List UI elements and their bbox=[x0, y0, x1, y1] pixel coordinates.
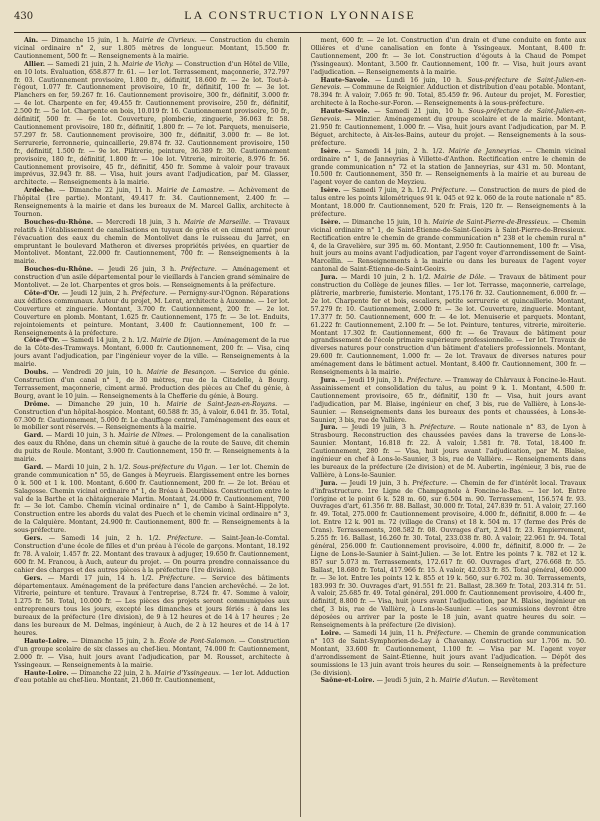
entry-date: — Jeudi 5 juin, 2 h. bbox=[376, 677, 438, 685]
entry-date: — Dimanche 29 juin, 10 h. bbox=[55, 400, 161, 408]
entry-date: — Samedi 21 juin, 10 h. bbox=[374, 108, 464, 116]
entry-text: — Route nationale n° 83, de Lyon à Strasbourg. Reconstruction des chaussées pavées dans la traverse de Lons-le-Saunier. Montant, 16.818 fr. 22. À valoir, 1.581 fr. 78. Total, 18.400 fr. Cautionnement, 280 fr. — Visa, huit jours avant l'adjudication, par M. Blaise, ingénieur en chef à Lons-le-Saunier, 3 bis, rue de Vallière. — Renseignements dans les bureaux de la préfecture (2e division) et de M. Aubertin, ingénieur, 3 bis, rue de Vallière, à Lons-le-Saunier. bbox=[310, 424, 586, 479]
department-name: Gers. bbox=[24, 574, 43, 582]
entry-text: — Chemin de grande communication n° 103 de Saint-Symphorien-de-Lay à Chavanay. Construction sur 1.706 m. 50. Montant, 33.600 fr. Cautionnement, 1.100 fr. — Visa par M. l'agent voyer d'arrondissement de Saint-Étienne, huit jours avant l'adjudication. — Dépôt des soumissions le 13 juin avant trois heures du soir. — Renseignements à la préfecture (3e division). bbox=[310, 629, 586, 677]
tender-entry bbox=[14, 535, 290, 575]
entry-office: Préfecture. bbox=[426, 629, 463, 637]
department-name: Drôme. bbox=[24, 400, 50, 408]
entry-date: — Jeudi 12 juin, 2 h. bbox=[61, 290, 130, 297]
entry-date: — Samedi 14 juin, 2 h. 1/2. bbox=[344, 147, 445, 155]
entry-text: — Construction d'un Hôtel de Ville, en 10 lots. Évaluation, 658.877 fr. 61. — 1er lot. Terrassement, maçonnerie, 372.797 fr. 03. Cautionnement provisoire, 1.800 fr., définitif, 18.600 fr. — 2e lot. Tout-à-l'égout, 1.077 fr. Cautionnement provisoire, 10 fr., définitif, 100 fr. — 3e lot. Planchers en fer, 59.267 fr. 16. Cautionnement provisoire, 300 fr., définitif, 3.000 fr. — 4e lot. Charpente en fer, 49.455 fr. Cautionnement provisoire, 250 fr., définitif, 2.500 fr. — 5e lot. Charpente en bois, 10.019 fr. 16. Cautionnement provisoire, 50 fr., définitif, 500 fr. — 6e lot. Couverture, plomberie, zinguerie, 36.063 fr. 58. Cautionnement provisoire, 180 fr., définitif, 1.800 fr. — 7e lot. Parquets, menuiserie, 57.297 fr. 58. Cautionnement provisoire, 300 fr., définitif, 3.000 fr. — 8e lot. Serrurerie, ferronnerie, quincaillerie, 29.874 fr. 32. Cautionnement provisoire, 150 fr., définitif, 1.500 fr. — 9e lot. Plâtrerie, peinture, 36.389 fr. 30. Cautionnement provisoire, 180 fr., définitif, 1.800 fr. — 10e lot. Vitrerie, miroiterie, 8.976 fr. 56. Cautionnement provisoire, 45 fr., définitif, 450 fr. Somme à valoir pour travaux imprévus, 32.943 fr. 88. — Visa, huit jours avant l'adjudication, par M. Glasser, architecte. — Renseignements à la mairie. bbox=[14, 60, 290, 187]
tender-entry bbox=[14, 337, 290, 369]
tender-entry bbox=[311, 480, 587, 630]
entry-office: École de Pont-Salomon. bbox=[158, 637, 237, 645]
entry-date: — Samedi 14 juin, 2 h. 1/2. bbox=[48, 535, 161, 543]
entry-text: — Construction de murs de pied de talus entre les points kilométriques 91 k. 045 et 92 k. 060 de la route nationale n° 85. Montant, 18.000 fr. Cautionnement, 520 fr. Frais, 120 fr. — Renseignements à la préfecture. bbox=[310, 187, 586, 218]
entry-office: Mairie de Saint-Pierre-de-Bressieux. bbox=[432, 218, 551, 226]
department-name: Haute-Savoie. bbox=[320, 108, 370, 116]
department-name: Saône-et-Loire. bbox=[320, 677, 375, 685]
tender-entry bbox=[311, 148, 587, 188]
tender-entry bbox=[14, 670, 290, 686]
page-header bbox=[14, 8, 586, 30]
entry-office: Mairie d'Autun. bbox=[439, 677, 490, 685]
entry-text: — Commune de Reignier. Adduction et distribution d'eau potable. Montant, 78.394 fr. À valoir, 7.065 fr. 90. Total, 85.459 fr. 96. Auteur du projet, M. Forestier, architecte à la Roche-sur-Foron. — Renseignements à la sous-préfecture. bbox=[310, 84, 586, 108]
department-name: Jura. bbox=[320, 424, 338, 432]
entry-text: — Minzier. Aménagement du groupe scolaire et de la mairie. Montant, 21.950 fr. Cautionnement, 1.000 fr. — Visa, huit jours avant l'adjudication, par M. P. Béguet, architecte, à Aix-les-Bains, auteur du projet. — Renseignements à la sous-préfecture. bbox=[310, 116, 586, 147]
entry-date: — Mardi 10 juin, 2 h. 1/2. bbox=[45, 463, 131, 471]
tender-entry bbox=[14, 401, 290, 433]
entry-date: — Jeudi 19 juin, 3 h. bbox=[341, 424, 416, 432]
department-name: Haute-Loire. bbox=[24, 669, 69, 677]
department-name: Bouches-du-Rhône. bbox=[24, 218, 94, 226]
department-name: Côte-d'Or. bbox=[24, 337, 60, 345]
entry-date: — Jeudi 26 juin, 3 h. bbox=[97, 266, 177, 274]
department-name: Gard. bbox=[24, 463, 44, 471]
entry-office: Préfecture. bbox=[419, 424, 456, 432]
entry-office: Mairie de Nîmes. bbox=[118, 432, 175, 440]
entry-text: — Achèvement de l'hôpital (1re partie). Montant, 49.417 fr. 34. Cautionnement, 2.400 fr. — Renseignements à la mairie et dans les bureaux de M. Marcel Gallix, architecte à Tournon. bbox=[14, 187, 290, 218]
entry-office: Sous-préfecture de Saint-Julien-en-Genevois. bbox=[310, 76, 586, 92]
department-name: Jura. bbox=[320, 479, 338, 487]
department-name: Isère. bbox=[320, 187, 341, 195]
entry-text: — Pernigny-sur-l'Ognon. Réparations aux édifices communaux. Auteur du projet, M. Lerat, architecte à Auxonne. — 1er lot. Couverture et zinguerie. Montant, 3.700 fr. Cautionnement, 200 fr. — 2e lot. Couverture en plomb. Montant, 1.625 fr. Cautionnement, 175 fr. — 3e lot. Enduits, rejointoiements et peinture. Montant, 3.400 fr. Cautionnement, 100 fr. — Renseignements à la préfecture. bbox=[14, 290, 290, 337]
entry-office: Mairie de Saint-Jean-en-Royans. bbox=[166, 400, 278, 408]
entry-date: — Dimanche 22 juin, 11 h. bbox=[59, 187, 153, 195]
department-name: Ardèche. bbox=[24, 187, 56, 195]
tender-entry bbox=[311, 424, 587, 479]
columns bbox=[14, 37, 586, 817]
tender-entry bbox=[311, 219, 587, 274]
entry-text: — Construction du chemin vicinal ordinaire n° 2, sur 1.805 mètres de longueur. Montant, 15.500 fr. Cautionnement, 500 fr. — Renseignements à la mairie. bbox=[14, 37, 290, 60]
right-column bbox=[311, 37, 587, 817]
entry-text: — Chemin vicinal ordinaire n° 1, de Janneyrias à Villette-d'Anthon. Rectification entre le chemin de grande communication n° 72 et la station de Janneyrias, sur 431 m. 50. Montant, 10.500 fr. Cautionnement, 350 fr. — Renseignements à la mairie et au bureau de l'agent voyer de canton de Meyzieu. bbox=[310, 147, 586, 187]
entry-office: Mairie de Vichy. bbox=[122, 60, 174, 68]
entry-text: — Revêtement bbox=[491, 677, 539, 685]
tender-entry bbox=[311, 630, 587, 677]
entry-text: — Service des bâtiments départementaux. Aménagement de la préfecture dans l'ancien archevêché. — 2e lot. Vitrerie, peinture et tenture. Travaux à l'entreprise, 8.724 fr. 47. Somme à valoir, 1.275 fr. 58. Total, 10.000 fr. — Les pièces des projets seront communiquées aux entrepreneurs tous les jours, excepté les dimanches et jours fériés : à dans les bureaux de la préfecture (1re division), de 9 à 12 heures et de 14 à 17 heures ; 2e dans les bureaux de M. Delmas, ingénieur, à Auch, de 2 à 12 heures et de 14 à 17 heures. bbox=[14, 574, 290, 637]
department-name: Isère. bbox=[320, 147, 341, 155]
entry-text: ment, 600 fr. — 2e lot. Construction d'un drain et d'une conduite en fonte aux Olliéres et d'une canalisation en fonte à Yssingeaux. Montant, 8.400 fr. Cautionnement, 200 fr. — 3e lot. Construction d'égouts à la Chaud de Pompet (Yssingeaux). Montant, 3.500 fr. Cautionnement, 100 fr. — Visa, huit jours avant l'adjudication. — Renseignements à la mairie. bbox=[310, 37, 586, 76]
entry-office: Mairie d'Yssingeaux. bbox=[154, 669, 221, 677]
entry-office: Préfecture. bbox=[406, 376, 443, 384]
tender-entry bbox=[14, 575, 290, 638]
department-name: Jura. bbox=[320, 274, 338, 282]
tender-entry bbox=[14, 187, 290, 219]
entry-date: — Samedi 21 juin, 2 h. bbox=[47, 60, 120, 68]
entry-text: — Chemin de fer d'intérêt local. Travaux d'infrastructure. 1re Ligne de Champagnole à Foncine-le-Bas. — 1er lot. Entre l'origine et le point 6 k. 528 m. 60, sur 6.504 m. 90. Terrassement, 156.574 fr. 93. Ouvrages d'art, 61.356 fr. 88. Ballast, 30.000 fr. Total, 247.839 fr. 51. À valoir, 27.160 fr. 49. Total, 275.000 fr. Cautionnement provisoire, 4.000 fr., définitif, 8.000 fr. — 4e lot. Entre 12 k. 901 m. 72 (village de Crans) et 18 k. 504 m. 17 (ferme des Prés de Crans). Terrassements, 208.582 fr. 08. Ouvrages d'art, 2.941 fr. 23. Empierrement, 5.255 fr. 16. Ballast, 16.260 fr. 30. Total, 233.038 fr. 80. À valoir, 22.961 fr. 94. Total général, 256.000 fr. Cautionnement provisoire, 4.000 fr., définitif, 8.000 fr. — 2e Ligne de Lons-le-Saunier à Saint-Julien. — 3e lot. Entre les points 7 k. 782 et 12 k. 857 sur 5.073 m. Terrassements, 172.617 fr. 60. Ouvrages d'art, 276.668 fr. 55. Ballast, 18.680 fr. Total, 417.966 fr. 15. À valoir, 42.033 fr. 85. Total général, 460.000 fr. — 3e lot. Entre les points 12 k. 855 et 19 k. 560, sur 6.702 m. 30. Terrassements, 183.993 fr. 30. Ouvrages d'art, 91.551 fr. 21. Ballast, 28.369 fr. Total, 203.314 fr. 51. À valoir, 25.685 fr. 49. Total général, 291.000 fr. Cautionnement provisoire, 4.400 fr., définitif, 8.800 fr. — Visa, huit jours avant l'adjudication, par M. Blaise, ingénieur en chef, 3 bis, rue de Vallière, à Lons-le-Saunier. — Les soumissions devront être déposées ou arriver par la poste le 18 juin, avant quatre heures du soir. — Renseignements à la préfecture (2e division). bbox=[310, 479, 586, 630]
entry-text: — Service du génie. Construction d'un canal n° 1, de 30 mètres, rue de la Citadelle, à Bourg. Terrassement, maçonnerie, ciment armé. Production des pièces au Chef du génie, à Bourg, avant le 10 juin. — Renseignements à la Chefferie du génie, à Bourg. bbox=[14, 369, 290, 400]
column-divider bbox=[300, 37, 301, 817]
entry-office: Préfecture. bbox=[412, 479, 449, 487]
entry-date: — Vendredi 20 juin, 10 h. bbox=[52, 369, 143, 377]
tender-entry bbox=[14, 432, 290, 464]
department-name: Haute-Loire. bbox=[24, 637, 69, 645]
entry-text: — Travaux relatifs à l'établissement de canalisations en tuyaux de grès et en ciment armé pour l'évacuation des eaux du chemin de Montolivet dans le ruisseau du Jarret, en empruntant le boulevard Matheron et diverses propriétés privées, en quartier de Montolivet. Montant, 22.000 fr. Cautionnement, 700 fr. — Renseignements à la mairie. bbox=[14, 218, 290, 266]
entry-text: — Construction d'un hôpital-hospice. Montant, 60.588 fr. 35, à valoir, 6.041 fr. 35. Total, 67.300 fr. Cautionnement, 5.000 fr. Le chauffage central, l'aménagement des eaux et le mobilier sont réservés. — Renseignements à la mairie. bbox=[14, 400, 290, 432]
entry-text: — 1er lot. Chemin de grande communication n° 55, de Ganges à Meyrueis. Élargissement entre les bornes 0 k. 500 et 1 k. 100. Montant, 6.600 fr. Cautionnement, 200 fr. — 2e lot. Bréau et Salagosse. Chemin vicinal ordinaire n° 1, de Bréau à Douribias. Construction entre le val de la Barthe et la châtaigneraie Martin. Montant, 24.000 fr. Cautionnement, 700 fr. — 3e lot. Cambo. Chemin vicinal ordinaire n° 1, de Cambo à Saint-Hippolyte. Construction entre les abords du valat des Puech et le chemin vicinal ordinaire n° 3, de la Calquière. Montant, 24.900 fr. Cautionnement, 800 fr. — Renseignements à la sous-préfecture. bbox=[14, 463, 290, 535]
entry-office: Mairie de Marseille. bbox=[183, 218, 251, 226]
entry-text: — Aménagement de la rue de la Côte-des-Tramways. Montant, 6.000 fr. Cautionnement, 200 fr. — Visa, cinq jours avant l'adjudication, par l'ingénieur voyer de la ville. — Renseignements à la mairie. bbox=[14, 337, 290, 369]
entry-date: — Dimanche 22 juin, 2 h. bbox=[70, 669, 153, 677]
page-number: 430 bbox=[14, 11, 34, 22]
entry-office: Préfecture. bbox=[131, 290, 168, 297]
entry-office: Mairie de Besançon. bbox=[146, 369, 217, 377]
entry-text: — Prolongement de la canalisation des eaux du Rhône, dans un chemin situé à gauche de la route de Sauve, dit chemin du puits de Roule. Montant, 3.900 fr. Cautionnement, 150 fr. — Renseignements à la mairie. bbox=[14, 432, 290, 464]
running-title: LA CONSTRUCTION LYONNAISE bbox=[184, 8, 416, 22]
entry-office: Mairie de Dijon. bbox=[150, 337, 203, 345]
tender-entry bbox=[14, 290, 290, 337]
entry-date: — Dimanche 15 juin, 10 h. bbox=[343, 218, 431, 226]
entry-text: — 1er lot. Adduction d'eau potable au chef-lieu. Montant, 21.060 fr. Cautionnement, bbox=[14, 669, 290, 685]
entry-text: — Travaux de bâtiment pour construction du Collège de jeunes filles. — 1er lot. Terrasse, maçonnerie, carrelage, plâtrerie, marbrerie, fumisterie. Montant, 175.176 fr. 32. Cautionnement, 6.000 fr. — 2e lot. Charpente fer et bois, escaliers, petite serrurerie et quincaillerie. Montant, 57.279 fr. 10. Cautionnement, 2.000 fr. — 3e lot. Couverture, zinguerie. Montant, 17.377 fr. 50. Cautionnement, 600 fr. — 4e lot. Menuiserie et parquets. Montant, 61.222 fr. Cautionnement, 2.100 fr. — 5e lot. Peinture, tentures, vitrerie, miroiterie. Montant 17.302 fr. Cautionnement, 600 fr. — 6e Travaux de bâtiment pour agrandissement de l'école primaire supérieure professionnelle. — 1er lot. Travaux de diverses natures pour construction d'un bâtiment d'ateliers professionnels. Montant, 29.600 fr. Cautionnement, 1.000 fr. — 2e lot. Travaux de diverses natures pour aménagement dans le bâtiment actuel. Montant, 8.400 fr. Cautionnement, 300 fr. — Renseignements à la mairie. bbox=[310, 274, 586, 377]
header-rule bbox=[14, 32, 586, 33]
entry-text: — Aménagement et construction d'un asile départemental pour le vieillards à l'ancien grand séminaire de Montolivet. — 2e lot. Charpentes et gros bois. — Renseignements à la préfecture. bbox=[14, 266, 290, 290]
entry-date: — Samedi 14 juin, 11 h. bbox=[343, 629, 424, 637]
tender-entry bbox=[14, 61, 290, 188]
tender-entry bbox=[14, 369, 290, 401]
entry-office: Mairie de Janneyrias. bbox=[448, 147, 522, 155]
entry-date: — Dimanche 15 juin, 2 h. bbox=[71, 637, 157, 645]
department-name: Haute-Savoie. bbox=[320, 76, 370, 84]
entry-date: — Dimanche 15 juin, 1 h. bbox=[41, 37, 130, 44]
entry-text: — Tramway de Chârvaux à Foncine-le-Haut. Assainissement et consolidation du talus, au point 9 k. 1. Montant, 4.500 fr. Cautionnement provisoire, 65 fr., définitif, 130 fr. — Visa, huit jours avant l'adjudication, par M. Blaise, ingénieur en chef, 3 bis, rue de Vallière, à Lons-le-Saunier. — Renseignements dans les bureaux des ponts et chaussées, à Lons-le-Saunier, 3 bis, rue de Vallière. bbox=[310, 376, 586, 424]
tender-entry bbox=[14, 266, 290, 290]
entry-date: — Samedi 14 juin, 2 h. 1/2. bbox=[61, 337, 149, 345]
entry-date: — Mardi 10 juin, 3 h. bbox=[45, 432, 116, 440]
entry-text: — Saint-Jean-le-Comtal. Construction d'une école de filles et d'un préau à l'école de garçons. Montant, 18.192 fr. 78. À valoir, 1.457 fr. 22. Montant des travaux à adjuger, 19.650 fr. Cautionnement, 600 fr. M. Francou, à Auch, auteur du projet. — On pourra prendre connaissance du cahier des charges et des autres pièces à la préfecture (1re division). bbox=[14, 535, 290, 574]
left-column bbox=[14, 37, 290, 817]
department-name: Doubs. bbox=[24, 369, 49, 377]
entry-office: Mairie de Lamastre. bbox=[156, 187, 225, 195]
entry-date: — Jeudi 19 juin, 3 h. bbox=[340, 479, 410, 487]
entry-office: Préfecture. bbox=[431, 187, 468, 195]
entry-date: — Lundi 16 juin, 10 h. bbox=[374, 76, 463, 84]
entry-text: — Chemin vicinal ordinaire n° 1, de Saint-Étienne-de-Saint-Geoirs à Saint-Pierre-de-Bressieux. Rectification entre le chemin de grande communication n° 238 et le chemin rural n° 4, de la Gravelière, sur 395 m. 60. Montant, 2.950 fr. Cautionnement, 100 fr. — Visa, huit jours au moins avant l'adjudication, par l'agent voyer d'arrondissement de Saint-Marcellin. — Renseignements à la mairie ou dans les bureaux de l'agent voyer cantonal de Saint-Étienne-de-Saint-Geoirs. bbox=[310, 218, 586, 274]
tender-entry bbox=[14, 37, 290, 61]
department-name: Ain. bbox=[24, 37, 39, 44]
department-name: Allier. bbox=[24, 60, 45, 68]
tender-entry bbox=[311, 77, 587, 109]
entry-office: Préfecture. bbox=[180, 266, 217, 274]
tender-entry bbox=[311, 677, 587, 685]
entry-office: Sous-préfecture de Saint-Julien-en-Genevois. bbox=[310, 108, 586, 124]
entry-date: — Jeudi 19 juin, 3 h. bbox=[339, 376, 405, 384]
entry-date: — Mardi 17 juin, 14 h. 1/2. bbox=[47, 574, 154, 582]
tender-entry bbox=[14, 464, 290, 535]
entry-text: — Construction d'un groupe scolaire de six classes au chef-lieu. Montant, 74.000 fr. Cautionnement, 2.000 fr. — Visa, huit jours avant l'adjudication, par M. Rousset, architecte à Yssingeaux. — Renseignements à la mairie. bbox=[14, 637, 290, 669]
department-name: Gard. bbox=[24, 432, 44, 440]
entry-office: Mairie de Dôle. bbox=[434, 274, 486, 282]
tender-entry bbox=[14, 219, 290, 266]
tender-entry bbox=[311, 274, 587, 377]
department-name: Gers. bbox=[24, 535, 43, 543]
entry-date: — Samedi 7 juin, 2 h. 1/2. bbox=[343, 187, 429, 195]
tender-entry bbox=[311, 187, 587, 219]
department-name: Bouches-du-Rhône. bbox=[24, 266, 94, 274]
entry-office: Préfecture. bbox=[159, 574, 196, 582]
entry-office: Préfecture. bbox=[167, 535, 203, 543]
department-name: Jura. bbox=[320, 376, 338, 384]
entry-office: Mairie de Civrieux. bbox=[132, 37, 197, 44]
tender-entry bbox=[311, 108, 587, 148]
department-name: Isère. bbox=[320, 218, 341, 226]
entry-office: Sous-préfecture du Vigan. bbox=[132, 463, 218, 471]
tender-entry bbox=[311, 377, 587, 424]
tender-entry bbox=[311, 37, 587, 77]
department-name: Loire. bbox=[320, 629, 342, 637]
tender-entry bbox=[14, 638, 290, 670]
entry-date: — Mardi 10 juin, 2 h. 1/2. bbox=[340, 274, 431, 282]
entry-date: — Mercredi 18 juin, 3 h. bbox=[96, 218, 181, 226]
department-name: Côte-d'Or. bbox=[24, 290, 60, 297]
